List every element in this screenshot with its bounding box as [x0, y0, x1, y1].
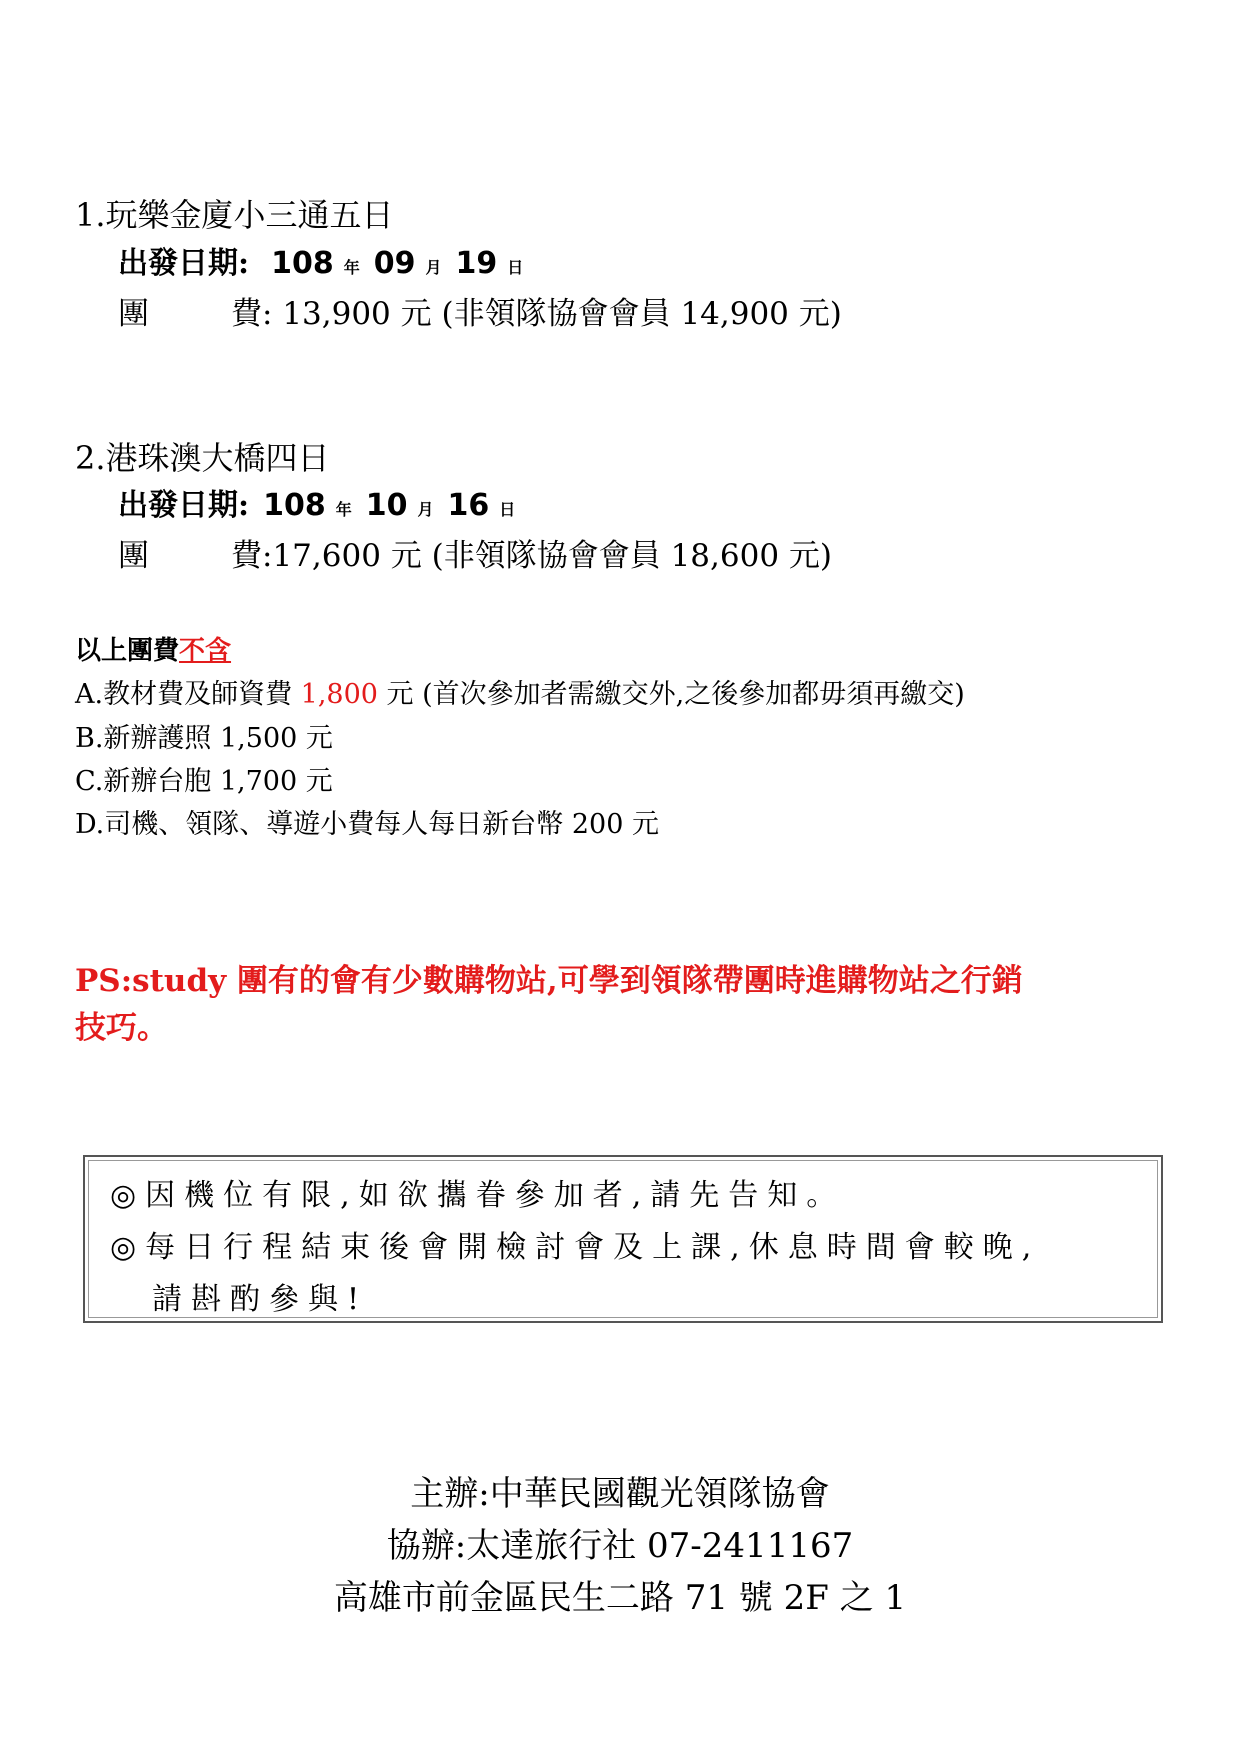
note-line-2: ◎每日行程結束後會開檢討會及上課,休息時間會較晚,	[110, 1230, 1041, 1265]
date-label: 出發日期:	[118, 246, 250, 281]
day-value: 19	[455, 246, 498, 281]
trip-1-date	[118, 238, 537, 282]
exclusion-item-b: B.新辦護照 1,500 元	[75, 723, 333, 754]
trip-2-fee	[118, 530, 832, 575]
exclusion-item-c: C.新辦台胞 1,700 元	[75, 766, 333, 797]
exclusions-heading-highlight: 不含	[179, 636, 232, 666]
fee-label-b: 費:	[231, 296, 273, 332]
year-value: 108	[271, 246, 334, 281]
day-unit: 日	[507, 258, 524, 277]
trip-2-title: 2.港珠澳大橋四日	[75, 439, 330, 477]
day-value: 16	[447, 488, 490, 523]
month-unit: 月	[425, 258, 442, 277]
address: 高雄市前金區民生二路 71 號 2F 之 1	[333, 1578, 907, 1618]
month-unit: 月	[417, 500, 434, 519]
exclusion-a-prefix: A.教材費及師資費	[75, 679, 301, 710]
ps-line-1: PS:study 團有的會有少數購物站,可學到領隊帶團時進購物站之行銷	[75, 963, 1023, 999]
date-label: 出發日期:	[118, 488, 250, 523]
organizer: 主辦:中華民國觀光領隊協會	[410, 1474, 830, 1514]
fee-text: 13,900 元 (非領隊協會會員 14,900 元)	[282, 296, 842, 332]
month-value: 10	[365, 488, 408, 523]
note-line-1: ◎因機位有限,如欲攜眷參加者,請先告知。	[110, 1178, 846, 1213]
fee-label-b: 費:	[231, 538, 273, 574]
year-unit: 年	[343, 258, 360, 277]
month-value: 09	[373, 246, 416, 281]
exclusions-heading-prefix: 以上團費	[75, 636, 180, 666]
trip-2-date	[118, 480, 529, 524]
trip-1-title: 1.玩樂金廈小三通五日	[75, 196, 394, 234]
year-unit: 年	[335, 500, 352, 519]
exclusion-a-amount: 1,800	[300, 679, 378, 710]
year-value: 108	[263, 488, 326, 523]
note-line-3: 請斟酌參與!	[152, 1282, 369, 1317]
trip-1-fee	[118, 288, 842, 333]
exclusion-item-d: D.司機、領隊、導遊小費每人每日新台幣 200 元	[75, 809, 659, 840]
fee-label-a: 團	[118, 538, 149, 574]
exclusion-item-a	[75, 672, 965, 711]
co-organizer: 協辦:太達旅行社 07-2411167	[386, 1526, 854, 1566]
fee-text: 17,600 元 (非領隊協會會員 18,600 元)	[272, 538, 832, 574]
exclusions-heading	[75, 630, 231, 667]
fee-label-a: 團	[118, 296, 149, 332]
exclusion-a-suffix: 元 (首次參加者需繳交外,之後參加都毋須再繳交)	[377, 679, 965, 710]
ps-line-2: 技巧。	[75, 1010, 168, 1046]
day-unit: 日	[499, 500, 516, 519]
